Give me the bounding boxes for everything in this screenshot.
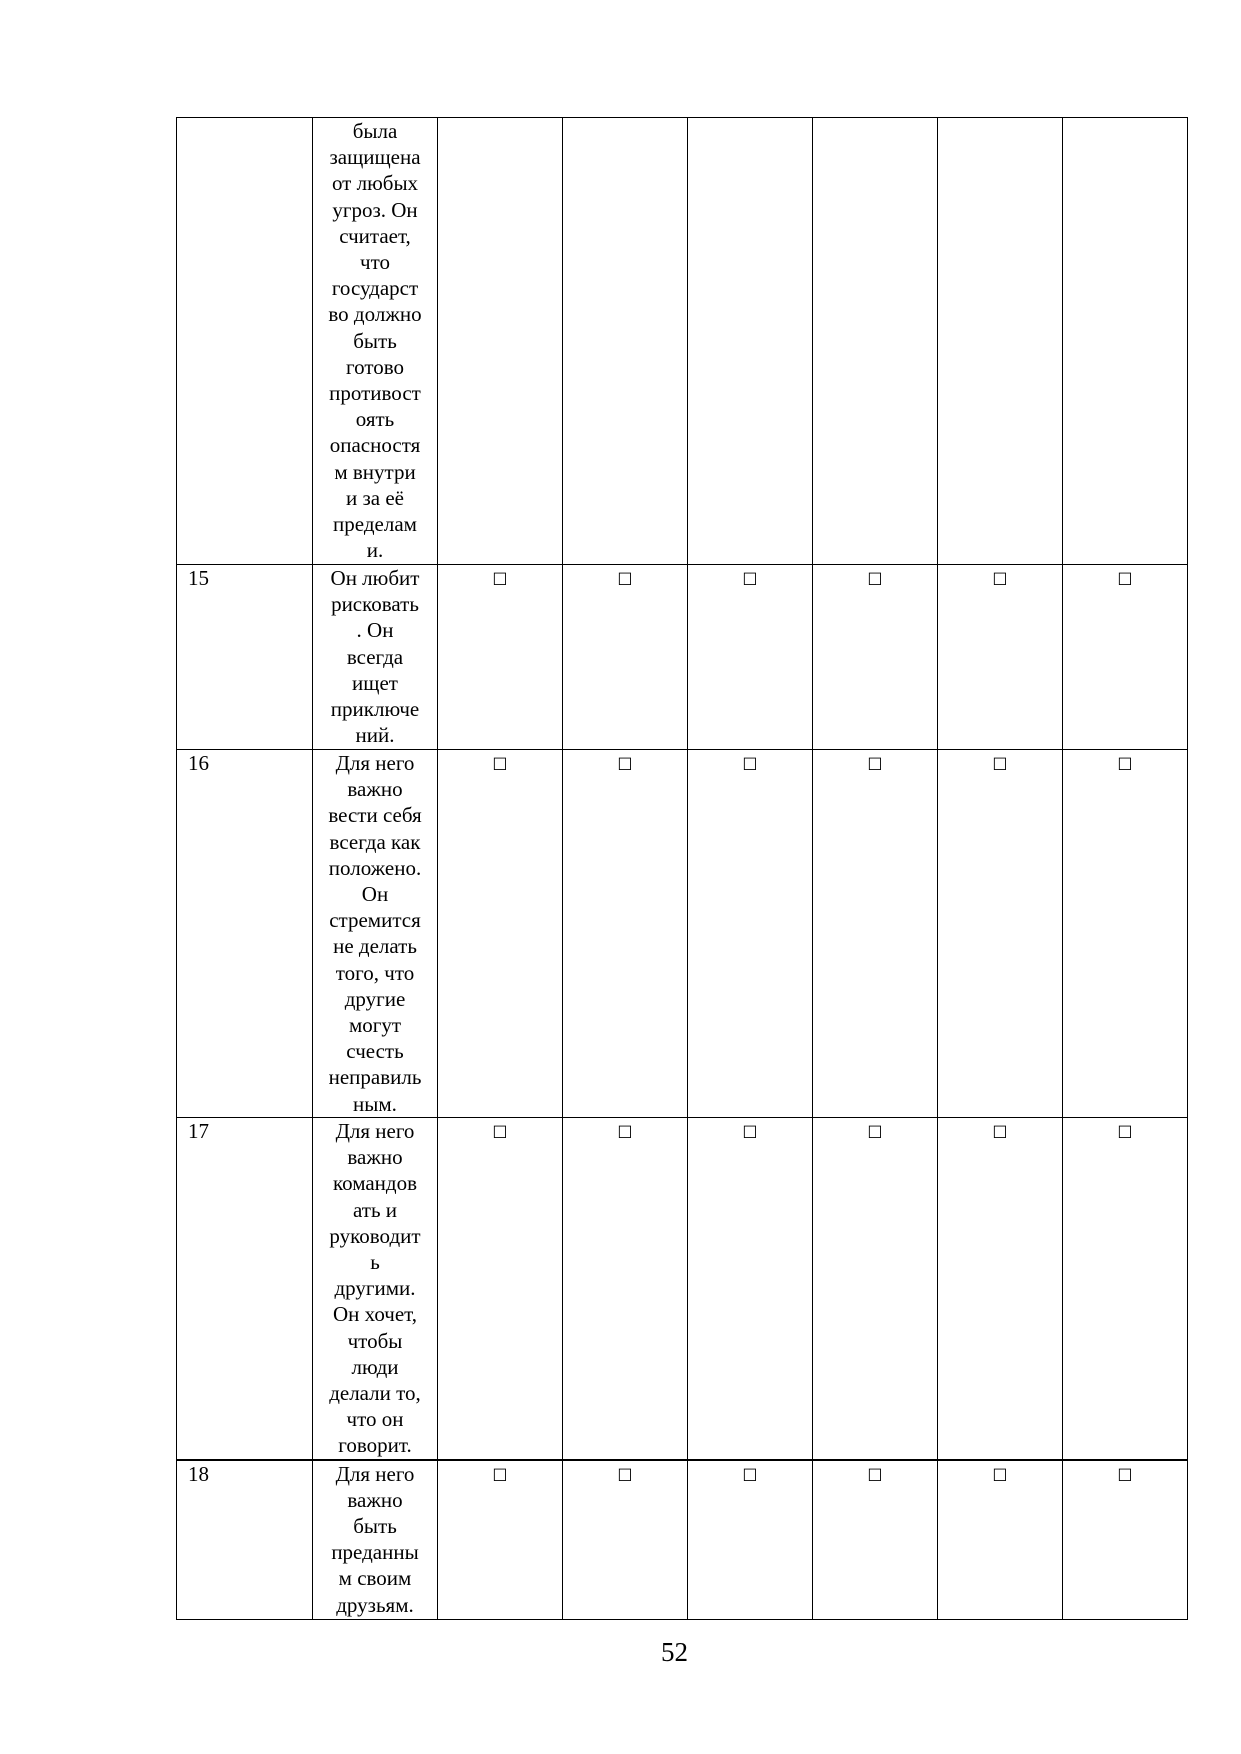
table-row xyxy=(177,1460,1188,1620)
option-checkbox[interactable]: ☐ xyxy=(742,755,758,775)
survey-table-container xyxy=(176,117,1174,1620)
option-cell xyxy=(438,1118,563,1460)
item-number: 16 xyxy=(177,750,313,1118)
option-checkbox[interactable]: ☐ xyxy=(742,1123,758,1143)
option-cell xyxy=(813,118,938,565)
option-checkbox[interactable]: ☐ xyxy=(617,1465,633,1486)
option-checkbox[interactable]: ☐ xyxy=(992,1123,1008,1143)
option-cell xyxy=(938,1460,1063,1620)
option-cell xyxy=(938,565,1063,750)
option-cell xyxy=(438,1460,563,1620)
option-cell xyxy=(813,565,938,750)
option-checkbox[interactable]: ☐ xyxy=(492,1465,508,1486)
option-cell xyxy=(1063,750,1188,1118)
option-cell xyxy=(438,565,563,750)
item-statement: Для него важно быть преданны м своим друзьям. xyxy=(313,1460,438,1620)
item-number: 17 xyxy=(177,1118,313,1460)
option-cell xyxy=(938,118,1063,565)
option-checkbox[interactable]: ☐ xyxy=(867,1465,883,1486)
option-cell xyxy=(563,750,688,1118)
page-number: 52 xyxy=(661,1637,688,1667)
option-cell xyxy=(563,565,688,750)
option-cell xyxy=(438,750,563,1118)
option-checkbox[interactable]: ☐ xyxy=(617,755,633,775)
option-cell xyxy=(1063,565,1188,750)
option-checkbox[interactable]: ☐ xyxy=(1117,570,1133,590)
option-checkbox[interactable]: ☐ xyxy=(992,1465,1008,1486)
option-cell xyxy=(688,750,813,1118)
table-row xyxy=(177,118,1188,565)
item-statement: была защищена от любых угроз. Он считает, что государст во должно быть готово противост оять опасностя м внутри и за её пределам и. xyxy=(313,118,438,565)
option-cell xyxy=(688,1118,813,1460)
option-cell xyxy=(938,750,1063,1118)
option-checkbox[interactable]: ☐ xyxy=(867,570,883,590)
option-checkbox[interactable]: ☐ xyxy=(1117,1123,1133,1143)
item-number: 18 xyxy=(177,1460,313,1620)
option-cell xyxy=(438,118,563,565)
option-cell xyxy=(688,118,813,565)
option-cell xyxy=(688,565,813,750)
option-checkbox[interactable]: ☐ xyxy=(1117,755,1133,775)
option-checkbox[interactable]: ☐ xyxy=(492,755,508,775)
option-checkbox[interactable]: ☐ xyxy=(742,570,758,590)
option-checkbox[interactable]: ☐ xyxy=(867,755,883,775)
option-checkbox[interactable]: ☐ xyxy=(617,570,633,590)
option-cell xyxy=(813,750,938,1118)
item-statement: Для него важно вести себя всегда как положено. Он стремится не делать того, что другие могут счесть неправиль ным. xyxy=(313,750,438,1118)
table-row xyxy=(177,750,1188,1118)
table-row xyxy=(177,1118,1188,1460)
option-checkbox[interactable]: ☐ xyxy=(492,570,508,590)
option-checkbox[interactable]: ☐ xyxy=(492,1123,508,1143)
option-checkbox[interactable]: ☐ xyxy=(1117,1465,1133,1486)
option-checkbox[interactable]: ☐ xyxy=(617,1123,633,1143)
option-cell xyxy=(813,1460,938,1620)
option-cell xyxy=(1063,1460,1188,1620)
option-cell xyxy=(938,1118,1063,1460)
option-cell xyxy=(813,1118,938,1460)
option-checkbox[interactable]: ☐ xyxy=(992,570,1008,590)
option-checkbox[interactable]: ☐ xyxy=(742,1465,758,1486)
item-number: 15 xyxy=(177,565,313,750)
option-checkbox[interactable]: ☐ xyxy=(992,755,1008,775)
table-row xyxy=(177,565,1188,750)
item-statement: Для него важно командов ать и руководит ь другими. Он хочет, чтобы люди делали то, что он говорит. xyxy=(313,1118,438,1460)
option-cell xyxy=(563,118,688,565)
option-checkbox[interactable]: ☐ xyxy=(867,1123,883,1143)
option-cell xyxy=(688,1460,813,1620)
survey-table xyxy=(176,117,1188,1620)
option-cell xyxy=(1063,1118,1188,1460)
option-cell xyxy=(1063,118,1188,565)
item-statement: Он любит рисковать . Он всегда ищет приключе ний. xyxy=(313,565,438,750)
option-cell xyxy=(563,1460,688,1620)
item-number xyxy=(177,118,313,565)
option-cell xyxy=(563,1118,688,1460)
